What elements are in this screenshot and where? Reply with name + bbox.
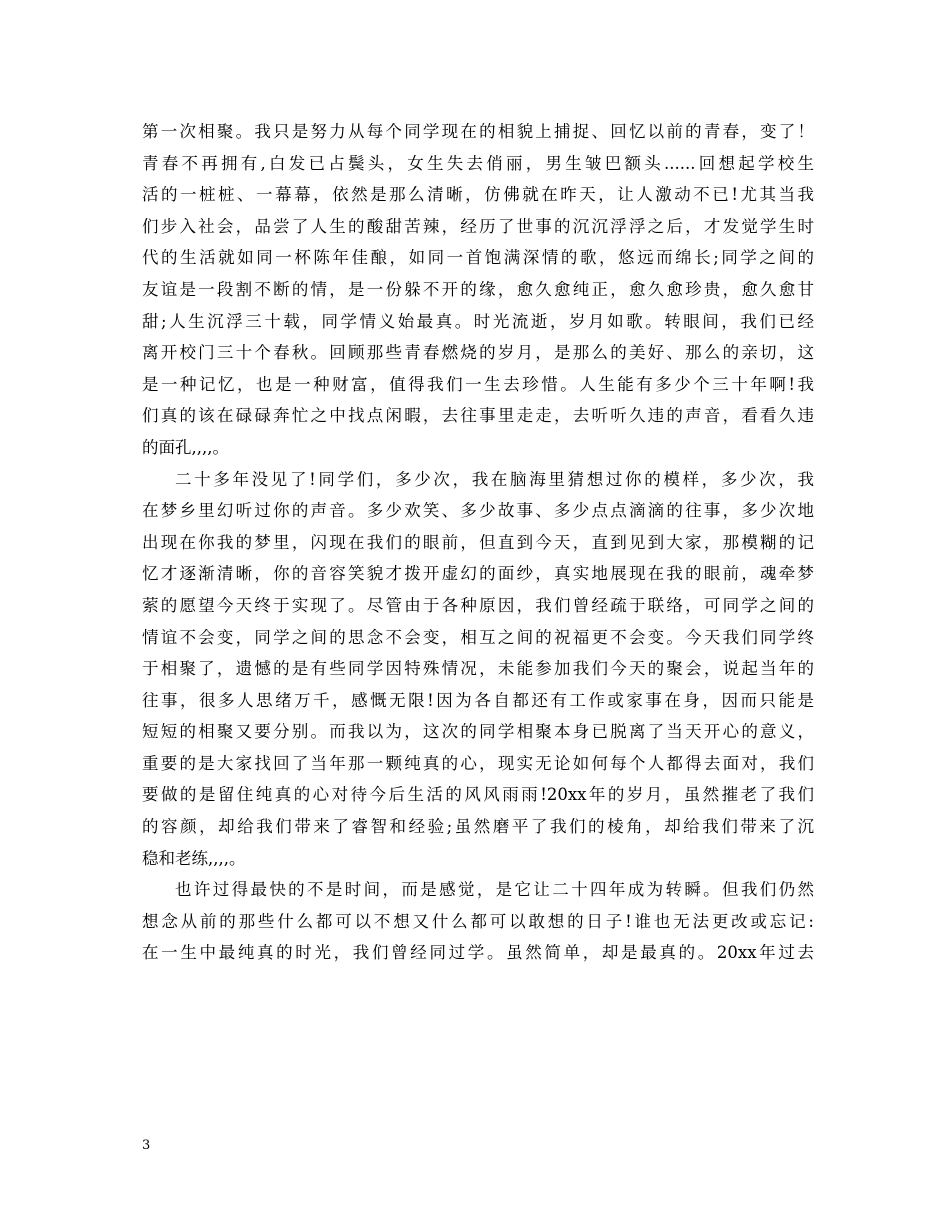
text-line: 的容颜，却给我们带来了睿智和经验;虽然磨平了我们的棱角，却给我们带来了沉 <box>142 817 814 837</box>
text-line: 往事，很多人思绪万千，感慨无限!因为各自都还有工作或家事在身，因而只能是 <box>142 690 814 710</box>
text-line: 青春不再拥有,白发已占鬓头，女生失去俏丽，男生皱巴额头......回想起学校生 <box>142 153 814 173</box>
text-line: 第一次相聚。我只是努力从每个同学现在的相貌上捕捉、回忆以前的青春，变了！ <box>142 122 814 141</box>
text-line: 离开校门三十个春秋。回顾那些青春燃烧的岁月，是那么的美好、那么的亲切，这 <box>142 343 814 363</box>
text-line: 要做的是留住纯真的心对待今后生活的风风雨雨!20xx年的岁月，虽然摧老了我们 <box>142 785 814 805</box>
text-line: 忆才逐渐清晰，你的音容笑貌才拨开虚幻的面纱，真实地展现在我的眼前，魂牵梦 <box>142 564 814 584</box>
paragraph-3 <box>142 874 814 969</box>
text-line: 甜;人生沉浮三十载，同学情义始最真。时光流逝，岁月如歌。转眼间，我们已经 <box>142 311 814 331</box>
text-line: 代的生活就如同一杯陈年佳酿，如同一首饱满深情的歌，悠远而绵长;同学之间的 <box>142 248 814 268</box>
text-line: 想念从前的那些什么都可以不想又什么都可以敢想的日子!谁也无法更改或忘记: <box>142 911 814 931</box>
text-line: 稳和老练,,,,。 <box>142 848 246 868</box>
text-line: 们真的该在碌碌奔忙之中找点闲暇，去往事里走走，去听听久违的声音，看看久违 <box>142 406 814 426</box>
text-line: 重要的是大家找回了当年那一颗纯真的心，现实无论如何每个人都得去面对，我们 <box>142 753 814 773</box>
text-line: 于相聚了，遗憾的是有些同学因特殊情况，未能参加我们今天的聚会，说起当年的 <box>142 659 814 679</box>
text-line: 短短的相聚又要分别。而我以为，这次的同学相聚本身已脱离了当天开心的意义， <box>142 722 814 742</box>
text-line: 出现在你我的梦里，闪现在我们的眼前，但直到今天，直到见到大家，那模糊的记 <box>142 532 814 552</box>
text-line: 情谊不会变，同学之间的思念不会变，相互之间的祝福更不会变。今天我们同学终 <box>142 627 814 647</box>
text-line: 的面孔,,,,。 <box>142 437 229 457</box>
paragraph-2 <box>142 464 814 875</box>
text-line: 们步入社会，品尝了人生的酸甜苦辣，经历了世事的沉沉浮浮之后，才发觉学生时 <box>142 216 814 236</box>
paragraph-1 <box>142 116 814 464</box>
text-line: 二十多年没见了!同学们，多少次，我在脑海里猜想过你的模样，多少次，我 <box>175 469 814 489</box>
text-line: 是一种记忆，也是一种财富，值得我们一生去珍惜。人生能有多少个三十年啊!我 <box>142 374 814 394</box>
text-line: 在一生中最纯真的时光，我们曾经同过学。虽然简单，却是最真的。20xx年过去 <box>142 943 814 963</box>
page-number: 3 <box>142 1138 151 1153</box>
text-line: 萦的愿望今天终于实现了。尽管由于各种原因，我们曾经疏于联络，可同学之间的 <box>142 595 814 615</box>
text-line: 在梦乡里幻听过你的声音。多少欢笑、多少故事、多少点点滴滴的往事，多少次地 <box>142 501 814 521</box>
text-line: 活的一桩桩、一幕幕，依然是那么清晰，仿佛就在昨天，让人激动不已!尤其当我 <box>142 185 814 205</box>
body-text <box>142 116 814 969</box>
text-line: 友谊是一段割不断的情，是一份躲不开的缘，愈久愈纯正，愈久愈珍贵，愈久愈甘 <box>142 279 814 299</box>
text-line: 也许过得最快的不是时间，而是感觉，是它让二十四年成为转瞬。但我们仍然 <box>175 880 814 900</box>
